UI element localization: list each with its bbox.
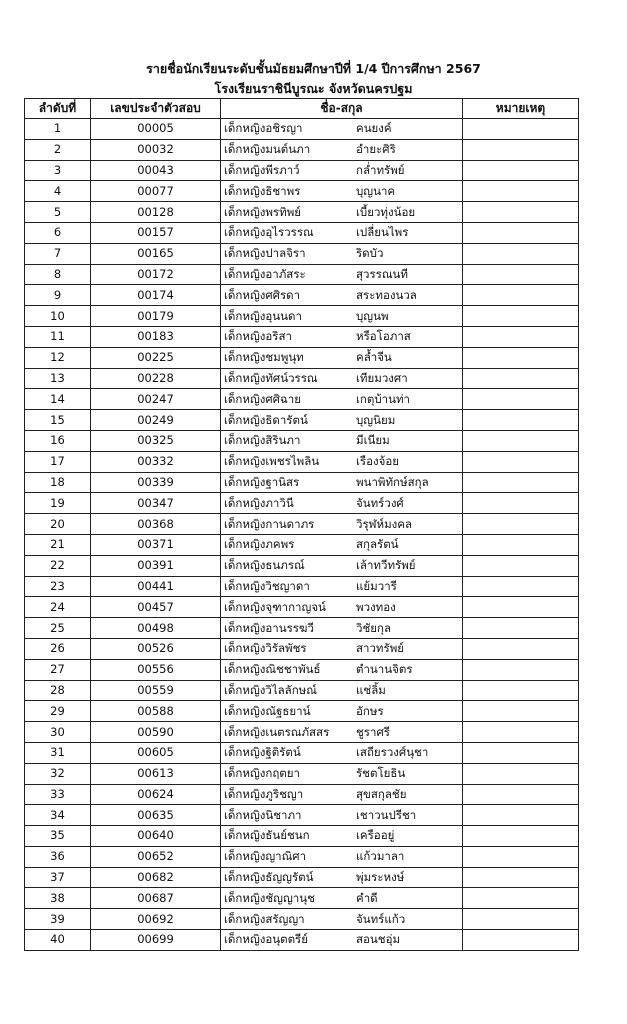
last-name: เทียมวงศา [356, 370, 408, 385]
row-number: 8 [25, 264, 91, 285]
row-number: 36 [25, 846, 91, 867]
row-number: 13 [25, 368, 91, 389]
remarks [463, 784, 579, 805]
first-name: เด็กหญิงณัฐธยาน์ [224, 703, 311, 718]
first-name: เด็กหญิงอาภัสระ [224, 266, 306, 281]
remarks [463, 576, 579, 597]
row-number: 34 [25, 805, 91, 826]
exam-id: 00172 [91, 264, 221, 285]
student-name [221, 119, 463, 140]
exam-id: 00441 [91, 576, 221, 597]
last-name: เรืองจ้อย [356, 454, 400, 469]
exam-id: 00526 [91, 638, 221, 659]
student-name [221, 264, 463, 285]
exam-id: 00032 [91, 139, 221, 160]
student-name [221, 742, 463, 763]
first-name: เด็กหญิงอชิรญา [224, 121, 303, 136]
remarks [463, 867, 579, 888]
first-name: เด็กหญิงฐานิสร [224, 474, 300, 489]
table-row [25, 451, 579, 472]
exam-id: 00128 [91, 202, 221, 223]
exam-id: 00325 [91, 430, 221, 451]
row-number: 7 [25, 243, 91, 264]
exam-id: 00624 [91, 784, 221, 805]
student-name [221, 555, 463, 576]
first-name: เด็กหญิงวิชญาดา [224, 578, 310, 593]
student-name [221, 181, 463, 202]
student-name [221, 243, 463, 264]
remarks [463, 826, 579, 847]
exam-id: 00371 [91, 534, 221, 555]
exam-id: 00652 [91, 846, 221, 867]
student-name [221, 659, 463, 680]
student-name [221, 285, 463, 306]
last-name: เบี้ยวทุ่งน้อย [356, 204, 416, 219]
row-number: 4 [25, 181, 91, 202]
remarks [463, 534, 579, 555]
first-name: เด็กหญิงศศิรดา [224, 287, 301, 302]
first-name: เด็กหญิงอุนนดา [224, 308, 302, 323]
table-row [25, 638, 579, 659]
row-number: 15 [25, 410, 91, 431]
last-name: แช่ลิ้ม [356, 682, 386, 697]
table-row [25, 618, 579, 639]
table-row [25, 930, 579, 951]
table-row [25, 534, 579, 555]
row-number: 39 [25, 909, 91, 930]
last-name: เครืออยู่ [356, 828, 395, 843]
exam-id: 00687 [91, 888, 221, 909]
table-row [25, 867, 579, 888]
last-name: คนยงค์ [356, 121, 392, 136]
remarks [463, 846, 579, 867]
exam-id: 00165 [91, 243, 221, 264]
exam-id: 00043 [91, 160, 221, 181]
table-row [25, 430, 579, 451]
last-name: บุญนาค [356, 183, 396, 198]
remarks [463, 701, 579, 722]
student-name [221, 410, 463, 431]
student-name [221, 139, 463, 160]
first-name: เด็กหญิงเนตรณภัสสร [224, 724, 330, 739]
table-row [25, 555, 579, 576]
remarks [463, 430, 579, 451]
table-row [25, 763, 579, 784]
last-name: มีเนียม [356, 433, 390, 448]
row-number: 11 [25, 326, 91, 347]
table-row [25, 701, 579, 722]
exam-id: 00635 [91, 805, 221, 826]
exam-id: 00225 [91, 347, 221, 368]
last-name: ริดบัว [356, 246, 384, 261]
last-name: สอนชอุ่ม [356, 932, 401, 947]
first-name: เด็กหญิงอนุตตรีย์ [224, 932, 308, 947]
last-name: คำดี [356, 890, 378, 905]
remarks [463, 119, 579, 140]
remarks [463, 181, 579, 202]
exam-id: 00228 [91, 368, 221, 389]
exam-id: 00179 [91, 306, 221, 327]
last-name: จันทร์แก้ว [356, 911, 406, 926]
row-number: 27 [25, 659, 91, 680]
table-header [25, 99, 579, 119]
first-name: เด็กหญิงณิชชาพันธ์ [224, 662, 321, 677]
exam-id: 00249 [91, 410, 221, 431]
exam-id: 00368 [91, 514, 221, 535]
first-name: เด็กหญิงชมพูนุท [224, 350, 304, 365]
row-number: 9 [25, 285, 91, 306]
table-row [25, 909, 579, 930]
first-name: เด็กหญิงสรัญญา [224, 911, 305, 926]
first-name: เด็กหญิงสิรินภา [224, 433, 301, 448]
document-subtitle: โรงเรียนราชินีบูรณะ จังหวัดนครปฐม [214, 81, 413, 96]
column-header-remarks: หมายเหตุ [463, 99, 579, 119]
student-name [221, 597, 463, 618]
exam-id: 00556 [91, 659, 221, 680]
table-row [25, 139, 579, 160]
student-name [221, 805, 463, 826]
last-name: พวงทอง [356, 599, 396, 614]
student-name [221, 326, 463, 347]
row-number: 26 [25, 638, 91, 659]
remarks [463, 472, 579, 493]
student-name [221, 763, 463, 784]
student-name [221, 493, 463, 514]
exam-id: 00183 [91, 326, 221, 347]
student-name [221, 784, 463, 805]
remarks [463, 451, 579, 472]
student-table [24, 98, 579, 951]
exam-id: 00613 [91, 763, 221, 784]
remarks [463, 659, 579, 680]
student-name [221, 930, 463, 951]
row-number: 10 [25, 306, 91, 327]
document-title: รายชื่อนักเรียนระดับชั้นมัธยมศึกษาปีที่ 1/4 ปีการศึกษา 2567 [146, 61, 481, 76]
exam-id: 00332 [91, 451, 221, 472]
first-name: เด็กหญิงกานดาภร [224, 516, 315, 531]
last-name: แย้มวารี [356, 578, 397, 593]
table-row [25, 472, 579, 493]
last-name: สาวทรัพย์ [356, 641, 405, 656]
student-name [221, 514, 463, 535]
first-name: เด็กหญิงธันย์ชนก [224, 828, 310, 843]
first-name: เด็กหญิงเพชรไพลิน [224, 454, 320, 469]
exam-id: 00339 [91, 472, 221, 493]
last-name: อำยะศิริ [356, 142, 396, 157]
row-number: 40 [25, 930, 91, 951]
last-name: สุขสกุลชัย [356, 786, 407, 801]
last-name: กล่ำทรัพย์ [356, 162, 405, 177]
column-header-exam-id: เลขประจำตัวสอบ [91, 99, 221, 119]
table-row [25, 576, 579, 597]
row-number: 21 [25, 534, 91, 555]
student-name [221, 680, 463, 701]
table-row [25, 846, 579, 867]
table-row [25, 888, 579, 909]
student-name [221, 576, 463, 597]
first-name: เด็กหญิงศศิฉาย [224, 391, 301, 406]
row-number: 33 [25, 784, 91, 805]
row-number: 35 [25, 826, 91, 847]
exam-id: 00682 [91, 867, 221, 888]
row-number: 1 [25, 119, 91, 140]
table-row [25, 784, 579, 805]
row-number: 16 [25, 430, 91, 451]
row-number: 23 [25, 576, 91, 597]
table-body [25, 119, 579, 951]
student-name [221, 722, 463, 743]
exam-id: 00640 [91, 826, 221, 847]
column-header-full-name: ชื่อ-สกุล [221, 99, 463, 119]
table-row [25, 368, 579, 389]
table-row [25, 222, 579, 243]
student-name [221, 618, 463, 639]
first-name: เด็กหญิงอานรรฆวี [224, 620, 314, 635]
student-name [221, 347, 463, 368]
table-row [25, 722, 579, 743]
row-number: 12 [25, 347, 91, 368]
row-number: 14 [25, 389, 91, 410]
exam-id: 00559 [91, 680, 221, 701]
header-row [25, 99, 579, 119]
first-name: เด็กหญิงภาวินี [224, 495, 294, 510]
remarks [463, 389, 579, 410]
table-row [25, 493, 579, 514]
table-row [25, 264, 579, 285]
first-name: เด็กหญิงพีรภาว์ [224, 162, 300, 177]
row-number: 31 [25, 742, 91, 763]
row-number: 17 [25, 451, 91, 472]
row-number: 30 [25, 722, 91, 743]
last-name: หรือโอภาส [356, 329, 411, 344]
first-name: เด็กหญิงนิชาภา [224, 807, 302, 822]
first-name: เด็กหญิงชัญญานุช [224, 890, 315, 905]
remarks [463, 160, 579, 181]
last-name: สกุลรัตน์ [356, 537, 399, 552]
remarks [463, 680, 579, 701]
student-name [221, 826, 463, 847]
last-name: คล้ำจีน [356, 350, 392, 365]
student-name [221, 451, 463, 472]
row-number: 18 [25, 472, 91, 493]
table-row [25, 347, 579, 368]
student-name [221, 160, 463, 181]
exam-id: 00605 [91, 742, 221, 763]
row-number: 2 [25, 139, 91, 160]
first-name: เด็กหญิงวิไลลักษณ์ [224, 682, 317, 697]
table-row [25, 326, 579, 347]
exam-id: 00590 [91, 722, 221, 743]
student-name [221, 867, 463, 888]
first-name: เด็กหญิงทัศน์วรรณ [224, 370, 318, 385]
remarks [463, 514, 579, 535]
last-name: อักษร [356, 703, 384, 718]
last-name: เปลี่ยนไพร [356, 225, 409, 240]
table-row [25, 306, 579, 327]
remarks [463, 306, 579, 327]
exam-id: 00692 [91, 909, 221, 930]
first-name: เด็กหญิงธิดารัตน์ [224, 412, 308, 427]
last-name: วิรุฬห์มงคล [356, 516, 413, 531]
first-name: เด็กหญิงจุฑากาญจน์ [224, 599, 326, 614]
remarks [463, 493, 579, 514]
remarks [463, 222, 579, 243]
row-number: 28 [25, 680, 91, 701]
first-name: เด็กหญิงวิรัลพัชร [224, 641, 307, 656]
student-name [221, 430, 463, 451]
remarks [463, 805, 579, 826]
table-row [25, 410, 579, 431]
remarks [463, 243, 579, 264]
remarks [463, 202, 579, 223]
first-name: เด็กหญิงธนภรณ์ [224, 558, 305, 573]
remarks [463, 368, 579, 389]
table-row [25, 659, 579, 680]
table-row [25, 514, 579, 535]
first-name: เด็กหญิงภูริชญา [224, 786, 304, 801]
last-name: เสถียรวงศ์นุชา [356, 745, 429, 760]
row-number: 22 [25, 555, 91, 576]
table-row [25, 243, 579, 264]
student-name [221, 534, 463, 555]
remarks [463, 410, 579, 431]
row-number: 19 [25, 493, 91, 514]
table-row [25, 202, 579, 223]
row-number: 20 [25, 514, 91, 535]
table-row [25, 285, 579, 306]
exam-id: 00157 [91, 222, 221, 243]
row-number: 5 [25, 202, 91, 223]
remarks [463, 555, 579, 576]
last-name: รัชตโยธิน [356, 766, 406, 781]
table-row [25, 826, 579, 847]
table-row [25, 160, 579, 181]
last-name: เล้าทวีทรัพย์ [356, 558, 416, 573]
table-row [25, 680, 579, 701]
row-number: 3 [25, 160, 91, 181]
table-row [25, 181, 579, 202]
student-name [221, 888, 463, 909]
exam-id: 00457 [91, 597, 221, 618]
exam-id: 00247 [91, 389, 221, 410]
first-name: เด็กหญิงอุไรวรรณ [224, 225, 314, 240]
table-row [25, 805, 579, 826]
first-name: เด็กหญิงกฤตยา [224, 766, 300, 781]
last-name: พนาพิทักษ์สกุล [356, 474, 429, 489]
last-name: ตำนานจิตร [356, 662, 413, 677]
student-name [221, 368, 463, 389]
row-number: 6 [25, 222, 91, 243]
last-name: จันทร์วงศ์ [356, 495, 404, 510]
last-name: แก้วมาลา [356, 849, 405, 864]
student-name [221, 638, 463, 659]
last-name: บุญนิยม [356, 412, 396, 427]
exam-id: 00005 [91, 119, 221, 140]
remarks [463, 742, 579, 763]
first-name: เด็กหญิงอริสา [224, 329, 292, 344]
remarks [463, 638, 579, 659]
row-number: 25 [25, 618, 91, 639]
first-name: เด็กหญิงภคพร [224, 537, 295, 552]
first-name: เด็กหญิงมนต์นภา [224, 142, 311, 157]
remarks [463, 888, 579, 909]
last-name: ชูราศรี [356, 724, 390, 739]
exam-id: 00588 [91, 701, 221, 722]
table-row [25, 119, 579, 140]
last-name: พุ่มระหงษ์ [356, 870, 405, 885]
table-row [25, 389, 579, 410]
last-name: วิชัยกุล [356, 620, 392, 635]
row-number: 37 [25, 867, 91, 888]
student-name [221, 222, 463, 243]
remarks [463, 347, 579, 368]
first-name: เด็กหญิงญาณิศา [224, 849, 307, 864]
first-name: เด็กหญิงฐิติรัตน์ [224, 745, 301, 760]
student-name [221, 202, 463, 223]
first-name: เด็กหญิงปาลจิรา [224, 246, 306, 261]
table-row [25, 742, 579, 763]
remarks [463, 909, 579, 930]
student-name [221, 846, 463, 867]
last-name: เกตุบ้านท่า [356, 391, 411, 406]
remarks [463, 930, 579, 951]
exam-id: 00391 [91, 555, 221, 576]
student-name [221, 472, 463, 493]
student-name [221, 389, 463, 410]
first-name: เด็กหญิงพรทิพย์ [224, 204, 302, 219]
remarks [463, 618, 579, 639]
row-number: 38 [25, 888, 91, 909]
remarks [463, 597, 579, 618]
first-name: เด็กหญิงธัญญรัตน์ [224, 870, 314, 885]
exam-id: 00174 [91, 285, 221, 306]
exam-id: 00498 [91, 618, 221, 639]
remarks [463, 763, 579, 784]
last-name: สระทองนวล [356, 287, 417, 302]
student-name [221, 701, 463, 722]
remarks [463, 722, 579, 743]
student-name [221, 909, 463, 930]
student-name [221, 306, 463, 327]
row-number: 32 [25, 763, 91, 784]
row-number: 29 [25, 701, 91, 722]
row-number: 24 [25, 597, 91, 618]
column-header-number: ลำดับที่ [25, 99, 91, 119]
remarks [463, 139, 579, 160]
last-name: สุวรรณนที [356, 266, 408, 281]
last-name: เชาวนปรีชา [356, 807, 417, 822]
exam-id: 00699 [91, 930, 221, 951]
last-name: บุญนพ [356, 308, 389, 323]
exam-id: 00347 [91, 493, 221, 514]
table-row [25, 597, 579, 618]
remarks [463, 264, 579, 285]
remarks [463, 326, 579, 347]
remarks [463, 285, 579, 306]
first-name: เด็กหญิงธิชาพร [224, 183, 301, 198]
exam-id: 00077 [91, 181, 221, 202]
